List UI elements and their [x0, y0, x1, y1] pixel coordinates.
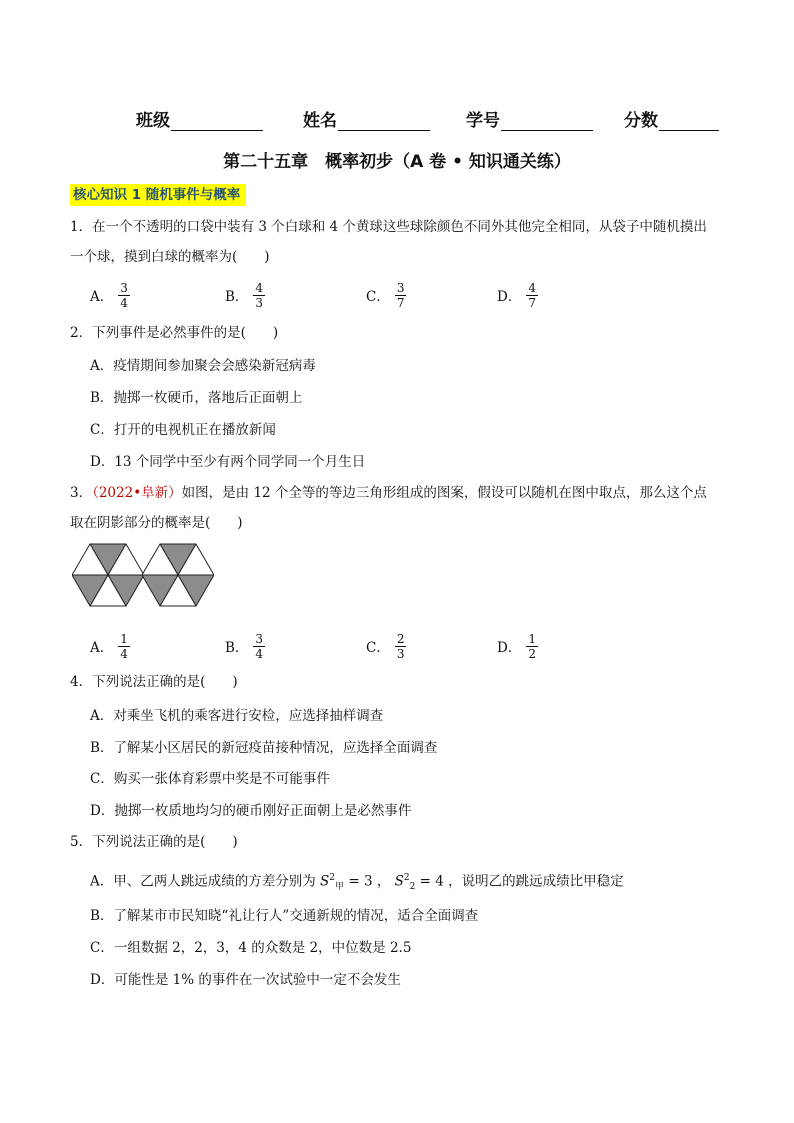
fraction: $\frac{3}{7}$ [396, 280, 405, 310]
question-1-line1: 1．在一个不透明的口袋中装有 3 个白球和 4 个黄球这些球除颜色不同外其他完全相同，从袋子中随机摸出 [70, 219, 707, 235]
q5-option-c[interactable]: C．一组数据 2，2，3，4 的众数是 2，中位数是 2.5 [90, 940, 412, 956]
question-5 [70, 827, 730, 857]
q4-option-a[interactable]: A．对乘坐飞机的乘客进行安检，应选择抽样调查 [90, 708, 384, 724]
id-blank [501, 112, 593, 131]
class-label: 班级 [136, 111, 170, 131]
q5-option-d[interactable]: D．可能性是 1% 的事件在一次试验中一定不会发生 [90, 972, 401, 988]
q2-option-a[interactable]: A．疫情期间参加聚会会感染新冠病毒 [90, 358, 316, 374]
fraction: $\frac{1}{4}$ [120, 631, 128, 661]
section-tag: 核心知识 1 随机事件与概率 [70, 184, 246, 206]
score-blank [659, 112, 719, 131]
class-blank [171, 112, 263, 131]
name-label: 姓名 [303, 111, 337, 131]
chapter-title: 第二十五章 概率初步（A 卷 • 知识通关练） [223, 152, 571, 172]
fraction: $\frac{3}{4}$ [255, 631, 264, 661]
source-tag: （2022•阜新） [92, 485, 182, 501]
question-2 [70, 318, 730, 348]
q4-option-b[interactable]: B．了解某小区居民的新冠疫苗接种情况，应选择全面调查 [90, 740, 438, 756]
q1-option-d[interactable]: D． $\frac{4}{7}$ [497, 280, 536, 310]
question-3-options [90, 626, 730, 666]
variance-symbol: S [394, 873, 404, 890]
name-field [303, 106, 430, 131]
question-1 [70, 212, 730, 272]
fraction: $\frac{4}{7}$ [528, 280, 536, 310]
q5-option-a[interactable]: A．甲、乙两人跳远成绩的方差分别为 $S^2_甲 = 3$ ， $S^2_2 = 4$ ，说明乙的跳远成绩比甲稳定 [90, 873, 624, 893]
q3-option-c[interactable]: C． $\frac{2}{3}$ [366, 631, 405, 661]
question-3 [70, 478, 730, 538]
question-1-options [90, 275, 730, 315]
q3-option-a[interactable]: A． $\frac{1}{4}$ [90, 631, 128, 661]
q1-option-a[interactable]: A． $\frac{3}{4}$ [90, 280, 128, 310]
id-field [466, 106, 593, 131]
q1-option-b[interactable]: B． $\frac{4}{3}$ [225, 280, 264, 310]
fraction: $\frac{4}{3}$ [255, 280, 264, 310]
question-1-line2: 一个球，摸到白球的概率为( ) [70, 249, 270, 265]
fraction: $\frac{3}{4}$ [120, 280, 128, 310]
fraction: $\frac{2}{3}$ [396, 631, 405, 661]
question-2-stem: 2．下列事件是必然事件的是( ) [70, 325, 279, 341]
q2-option-b[interactable]: B．抛掷一枚硬币，落地后正面朝上 [90, 390, 303, 406]
question-3-line1: 3．（2022•阜新）如图，是由 12 个全等的等边三角形组成的图案，假设可以随机在图中取点，那么这个点 [70, 485, 707, 501]
student-info-header [0, 106, 794, 130]
score-field [624, 106, 719, 131]
question-4-stem: 4．下列说法正确的是( ) [70, 674, 238, 690]
q5-option-b[interactable]: B．了解某市市民知晓“礼让行人”交通新规的情况，适合全面调查 [90, 908, 479, 924]
fraction: $\frac{1}{2}$ [528, 631, 536, 661]
q2-option-c[interactable]: C．打开的电视机正在播放新闻 [90, 422, 276, 438]
q4-option-c[interactable]: C．购买一张体育彩票中奖是不可能事件 [90, 771, 330, 787]
q2-option-d[interactable]: D．13 个同学中至少有两个同学同一个月生日 [90, 454, 366, 470]
id-label: 学号 [466, 111, 500, 131]
question-5-stem: 5．下列说法正确的是( ) [70, 834, 238, 850]
question-3-line2: 取在阴影部分的概率是( ) [70, 515, 243, 531]
q3-option-b[interactable]: B． $\frac{3}{4}$ [225, 631, 264, 661]
q1-option-c[interactable]: C． $\frac{3}{7}$ [366, 280, 405, 310]
name-blank [338, 112, 430, 131]
triangle-pattern-figure [72, 542, 214, 608]
class-field [136, 106, 263, 131]
score-label: 分数 [624, 111, 658, 131]
variance-symbol: S [320, 873, 330, 890]
q3-option-d[interactable]: D． $\frac{1}{2}$ [497, 631, 536, 661]
question-4 [70, 667, 730, 697]
q4-option-d[interactable]: D．抛掷一枚质地均匀的硬币刚好正面朝上是必然事件 [90, 803, 412, 819]
